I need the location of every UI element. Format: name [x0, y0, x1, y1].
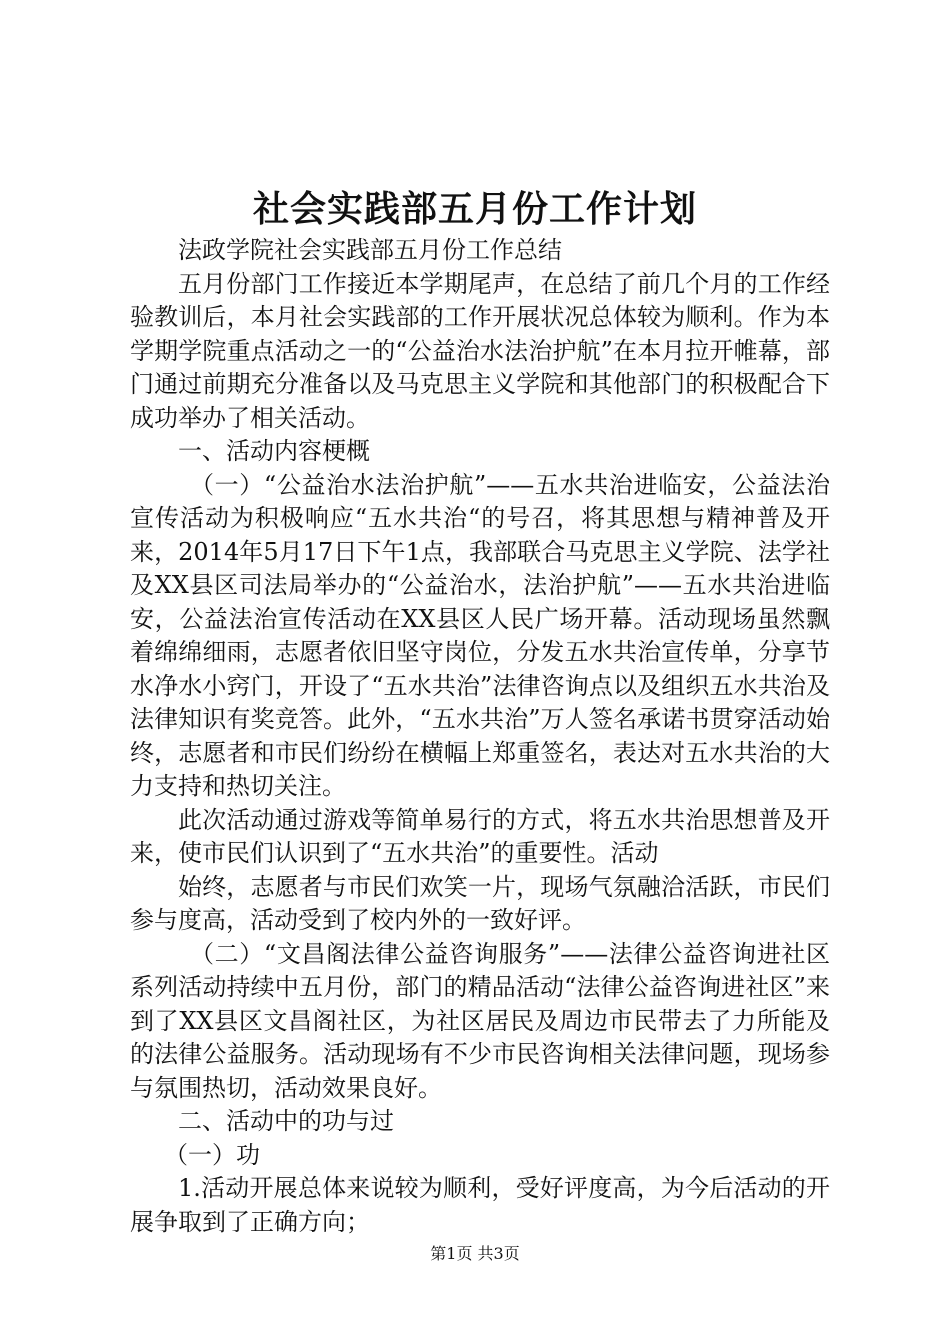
section-heading-2: 二、活动中的功与过 — [178, 1107, 394, 1135]
paragraph-subtitle: 法政学院社会实践部五月份工作总结 — [178, 236, 562, 264]
paragraph-activity-1-continued: 始终，志愿者与市民们欢笑一片，现场气氛融洽活跃，市民们参与度高，活动受到了校内外的一致好评。 — [130, 872, 830, 934]
document-title: 社会实践部五月份工作计划 — [252, 188, 697, 230]
document-body — [130, 234, 830, 1239]
section-heading-1: 一、活动内容梗概 — [178, 437, 370, 465]
paragraph-activity-1: （一）“公益治水法治护航”——五水共治进临安，公益法治宣传活动为积极响应“五水共治“的号召，将其思想与精神普及开来，2014年5月17日下午1点，我部联合马克思主义学院、法学社及XX县区司法局举办的“公益治水，法治护航”——五水共治进临安，公益法治宣传活动在XX县区人民广场开幕。活动现场虽然飘着绵绵细雨，志愿者依旧坚守岗位，分发五水共治宣传单，分享节水净水小窍门，开设了“五水共治”法律咨询点以及组织五水共治及法律知识有奖竞答。此外，“五水共治”万人签名承诺书贯穿活动始终，志愿者和市民们纷纷在横幅上郑重签名，表达对五水共治的大力支持和热切关注。 — [130, 470, 830, 800]
page-number: 第1页 共3页 — [430, 1244, 520, 1263]
subsection-heading-merits: （一）功 — [164, 1140, 260, 1169]
paragraph-activity-1-summary: 此次活动通过游戏等简单易行的方式，将五水共治思想普及开来，使市民们认识到了“五水共治”的重要性。活动 — [130, 805, 830, 867]
paragraph-merit-1: 1.活动开展总体来说较为顺利，受好评度高，为今后活动的开展争取到了正确方向； — [130, 1174, 830, 1236]
paragraph-activity-2: （二）“文昌阁法律公益咨询服务”——法律公益咨询进社区系列活动持续中五月份，部门的精品活动“法律公益咨询进社区”来到了XX县区文昌阁社区，为社区居民及周边市民带去了力所能及的法律公益服务。活动现场有不少市民咨询相关法律问题，现场参与氛围热切，活动效果良好。 — [130, 939, 830, 1102]
paragraph-intro: 五月份部门工作接近本学期尾声，在总结了前几个月的工作经验教训后，本月社会实践部的工作开展状况总体较为顺利。作为本学期学院重点活动之一的“公益治水法治护航”在本月拉开帷幕，部门通过前期充分准备以及马克思主义学院和其他部门的积极配合下成功举办了相关活动。 — [130, 269, 830, 432]
